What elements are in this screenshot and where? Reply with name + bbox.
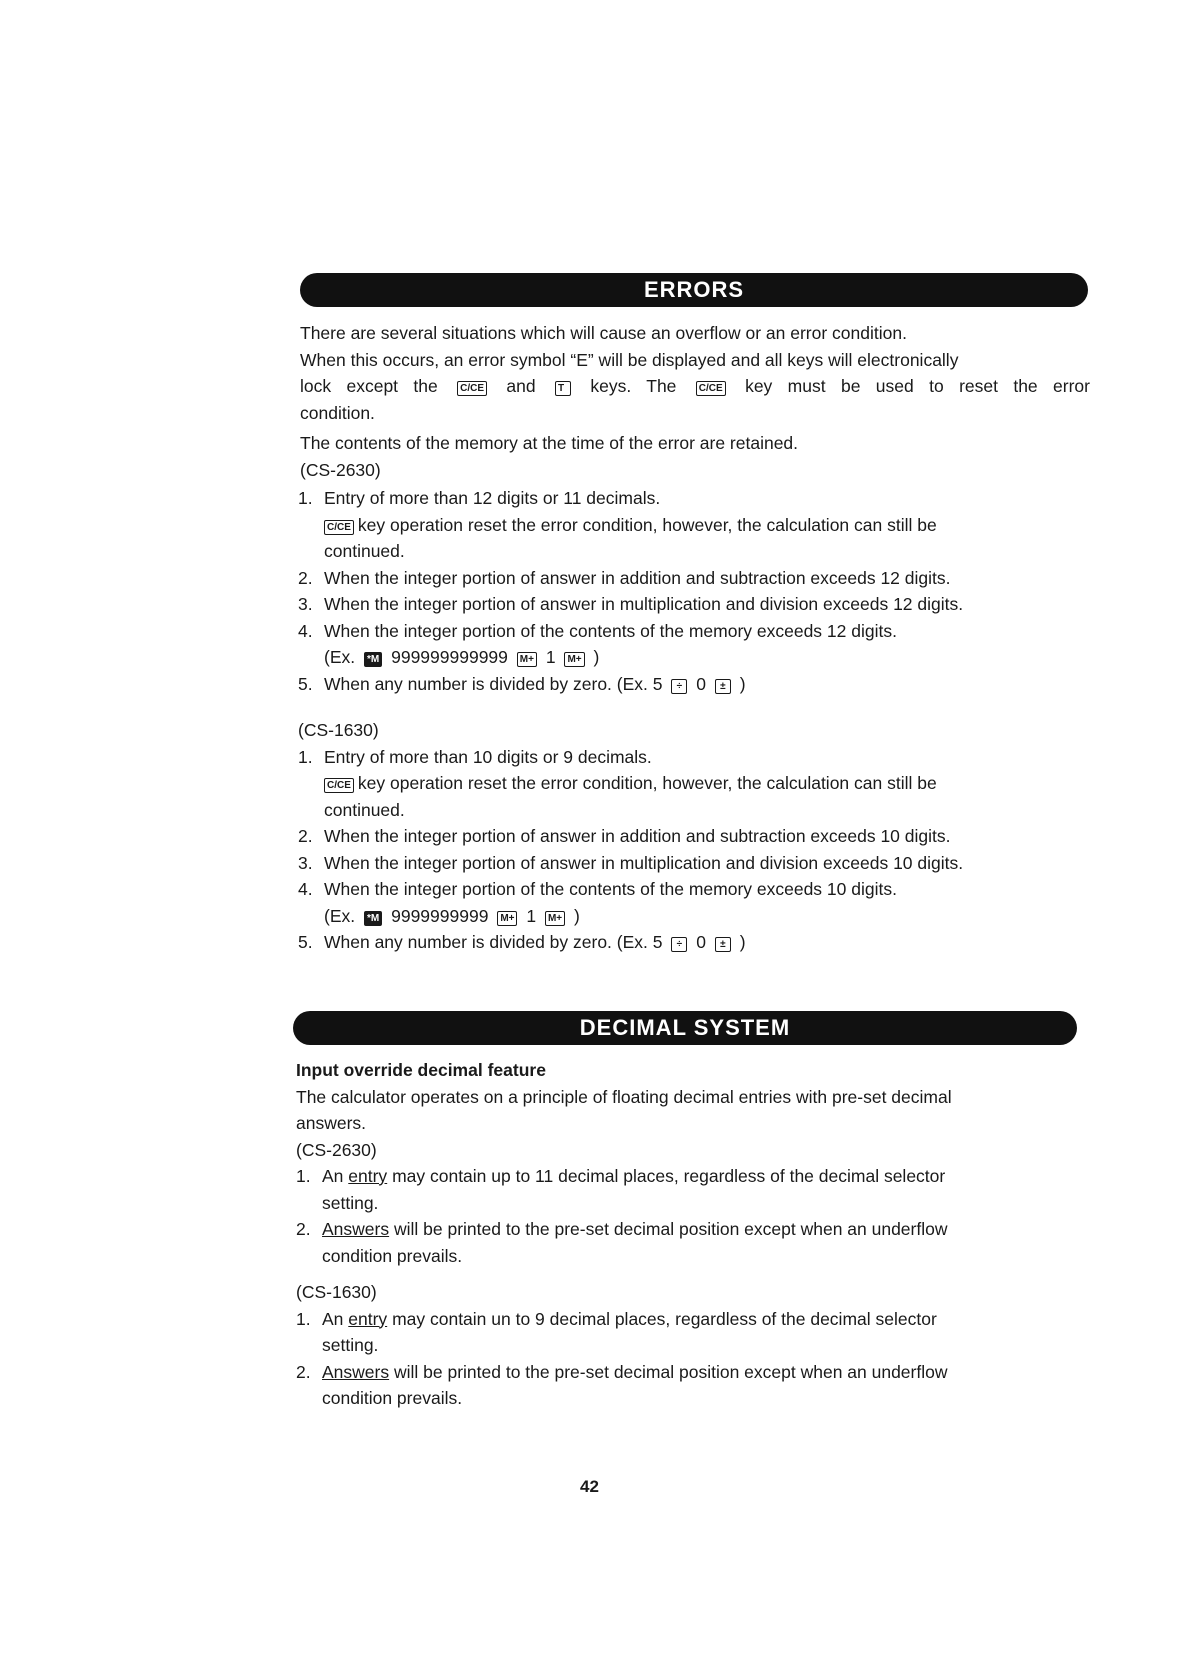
list-item: 2. When the integer portion of answer in addition and subtraction exceeds 10 digits. [298, 826, 951, 846]
list-item-example: (Ex. *M 999999999999 M+ 1 M+ ) [324, 647, 600, 667]
errors-section-banner [300, 273, 1088, 307]
feature-heading: Input override decimal feature [296, 1060, 546, 1080]
errors-section-title: ERRORS [643, 277, 745, 302]
clear-key-icon: C/CE [324, 520, 354, 535]
list-item-sub: setting. [322, 1192, 379, 1213]
list-item: 1. Entry of more than 10 digits or 9 decimals. [298, 746, 652, 767]
clear-key-icon: C/CE [324, 778, 354, 793]
decimal-intro-1: The calculator operates on a principle of floating decimal entries with pre-set decimal [296, 1086, 952, 1107]
list-item: 1. An entry may contain up to 11 decimal places, regardless of the decimal selector [296, 1166, 946, 1186]
total-key-icon: T [555, 381, 571, 396]
cs2630-error-list [298, 485, 1088, 697]
decimal-intro-2: answers. [296, 1113, 367, 1133]
list-item: 5. When any number is divided by zero. (Ex. 5 ÷ 0 ± ) [298, 673, 746, 694]
clear-memory-key-icon: *M [364, 911, 382, 926]
decimal-cs1630-heading: (CS-1630) [296, 1282, 377, 1302]
decimal-section-title: DECIMAL SYSTEM [579, 1015, 791, 1040]
list-item-sub: continued. [324, 799, 405, 820]
list-item: 5. When any number is divided by zero. (Ex. 5 ÷ 0 ± ) [298, 932, 746, 952]
intro-line-4: condition. [300, 402, 375, 423]
list-item: 2. Answers will be printed to the pre-set decimal position except when an underflow [296, 1219, 948, 1239]
divide-key-icon: ÷ [671, 937, 687, 952]
cs2630-heading: (CS-2630) [300, 459, 381, 480]
memory-plus-key-icon: M+ [545, 911, 565, 926]
equals-key-icon: ± [715, 937, 731, 952]
list-item: 2. Answers will be printed to the pre-set decimal position except when an underflow [296, 1361, 948, 1382]
list-item-sub: setting. [322, 1335, 379, 1355]
list-item: 3. When the integer portion of answer in multiplication and division exceeds 10 digits. [298, 852, 964, 873]
cs1630-error-section [298, 717, 1088, 956]
list-item-example: (Ex. *M 9999999999 M+ 1 M+ ) [324, 905, 580, 926]
decimal-cs2630-heading: (CS-2630) [296, 1139, 377, 1160]
clear-memory-key-icon: *M [364, 652, 382, 667]
page-number: 42 [580, 1477, 599, 1496]
memory-note: The contents of the memory at the time of the error are retained. [300, 433, 799, 453]
list-item-sub: condition prevails. [322, 1388, 463, 1408]
intro-line-2: When this occurs, an error symbol “E” will be displayed and all keys will electronically [300, 349, 959, 370]
decimal-section-body [296, 1057, 1086, 1412]
errors-intro [300, 320, 1090, 483]
equals-key-icon: ± [715, 679, 731, 694]
clear-key-icon: C/CE [696, 381, 726, 396]
memory-plus-key-icon: M+ [517, 652, 537, 667]
list-item: 4. When the integer portion of the contents of the memory exceeds 12 digits. [298, 620, 897, 641]
list-item: 1. Entry of more than 12 digits or 11 decimals. [298, 488, 661, 508]
list-item-sub: continued. [324, 541, 405, 561]
intro-line-1: There are several situations which will cause an overflow or an error condition. [300, 323, 907, 343]
decimal-section-banner [293, 1011, 1077, 1045]
memory-plus-key-icon: M+ [497, 911, 517, 926]
cs1630-heading: (CS-1630) [298, 720, 379, 740]
list-item: 2. When the integer portion of answer in addition and subtraction exceeds 12 digits. [298, 567, 951, 588]
list-item: 1. An entry may contain un to 9 decimal places, regardless of the decimal selector [296, 1308, 937, 1329]
memory-plus-key-icon: M+ [564, 652, 584, 667]
divide-key-icon: ÷ [671, 679, 687, 694]
clear-key-icon: C/CE [457, 381, 487, 396]
list-item-sub: C/CE key operation reset the error condition, however, the calculation can still be [298, 512, 1088, 539]
list-item: 4. When the integer portion of the contents of the memory exceeds 10 digits. [298, 879, 897, 899]
intro-line-3: lock except the C/CE and T keys. The C/CE key must be used to reset the error [300, 376, 1090, 396]
list-item: 3. When the integer portion of answer in multiplication and division exceeds 12 digits. [298, 594, 964, 614]
list-item-sub: C/CE key operation reset the error condition, however, the calculation can still be [298, 770, 1088, 797]
list-item-sub: condition prevails. [322, 1245, 463, 1266]
